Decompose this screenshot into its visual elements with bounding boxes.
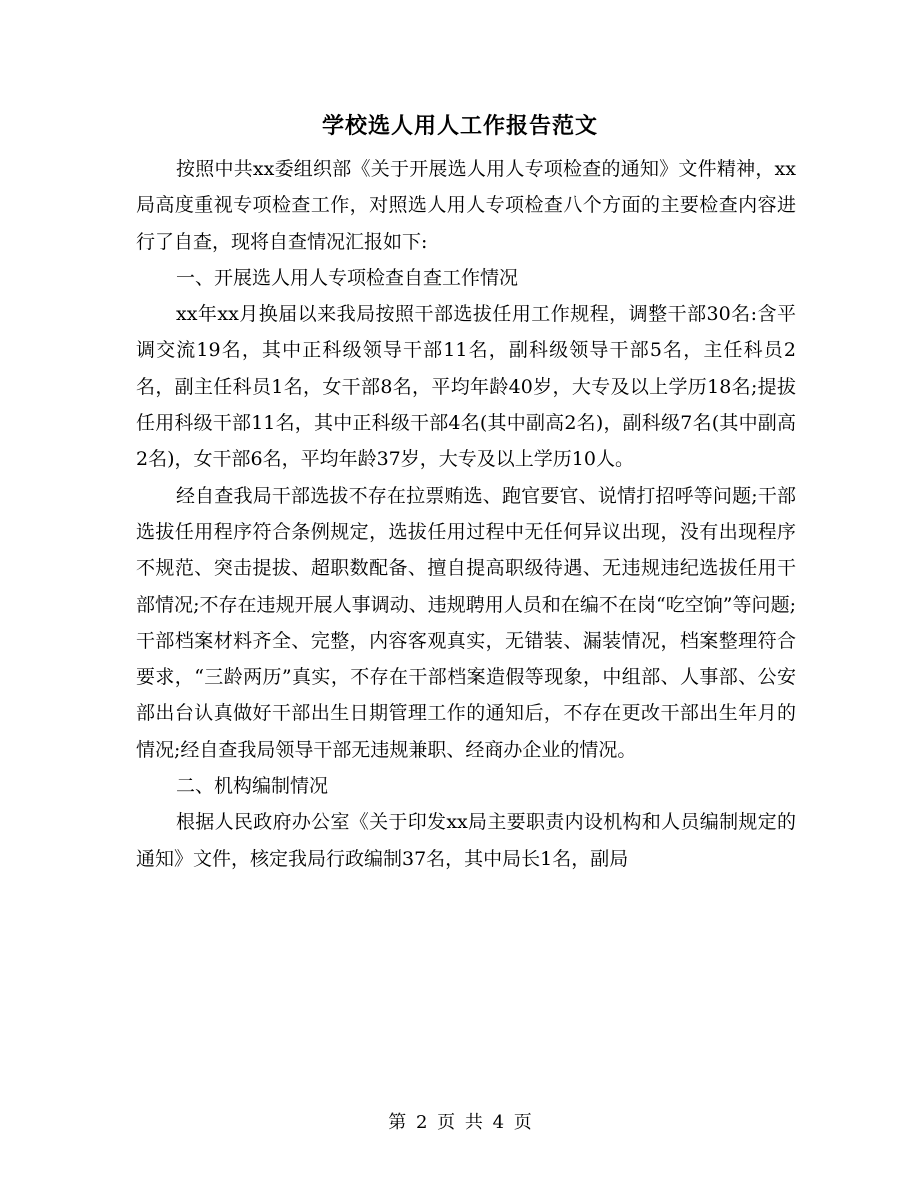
section-heading-2: 二、机构编制情况 [176,775,329,798]
paragraph-intro: 按照中共xx委组织部《关于开展选人用人专项检查的通知》文件精神，xx局高度重视专项检查工作，对照选人用人专项检查八个方面的主要检查内容进行了自查，现将自查情况汇报如下: [136,158,796,253]
document-title: 学校选人用人工作报告范文 [321,113,598,139]
document-body [136,151,796,877]
paragraph-staffing: 根据人民政府办公室《关于印发xx局主要职责内设机构和人员编制规定的通知》文件，核定我局行政编制37名，其中局长1名，副局 [136,811,796,870]
section-heading-1: 一、开展选人用人专项检查自查工作情况 [176,266,519,289]
paragraph-self-check: 经自查我局干部选拔不存在拉票贿选、跑官要官、说情打招呼等问题;干部选拔任用程序符合条例规定，选拔任用过程中无任何异议出现，没有出现程序不规范、突击提拔、超职数配备、擅自提高职级待遇、无违规违纪选拔任用干部情况;不存在违规开展人事调动、违规聘用人员和在编不在岗“吃空饷”等问题;干部档案材料齐全、完整，内容客观真实，无错装、漏装情况，档案整理符合要求，“三龄两历”真实，不存在干部档案造假等现象，中组部、人事部、公安部出台认真做好干部出生日期管理工作的通知后，不存在更改干部出生年月的情况;经自查我局领导干部无违规兼职、经商办企业的情况。 [136,484,796,761]
page-number-footer: 第 2 页 共 4 页 [388,1112,532,1133]
paragraph-statistics: xx年xx月换届以来我局按照干部选拔任用工作规程，调整干部30名:含平调交流19名，其中正科级领导干部11名，副科级领导干部5名，主任科员2名，副主任科员1名，女干部8名，平均年龄40岁，大专及以上学历18名;提拔任用科级干部11名，其中正科级干部4名(其中副高2名)，副科级7名(其中副高2名)，女干部6名，平均年龄37岁，大专及以上学历10人。 [136,303,796,471]
